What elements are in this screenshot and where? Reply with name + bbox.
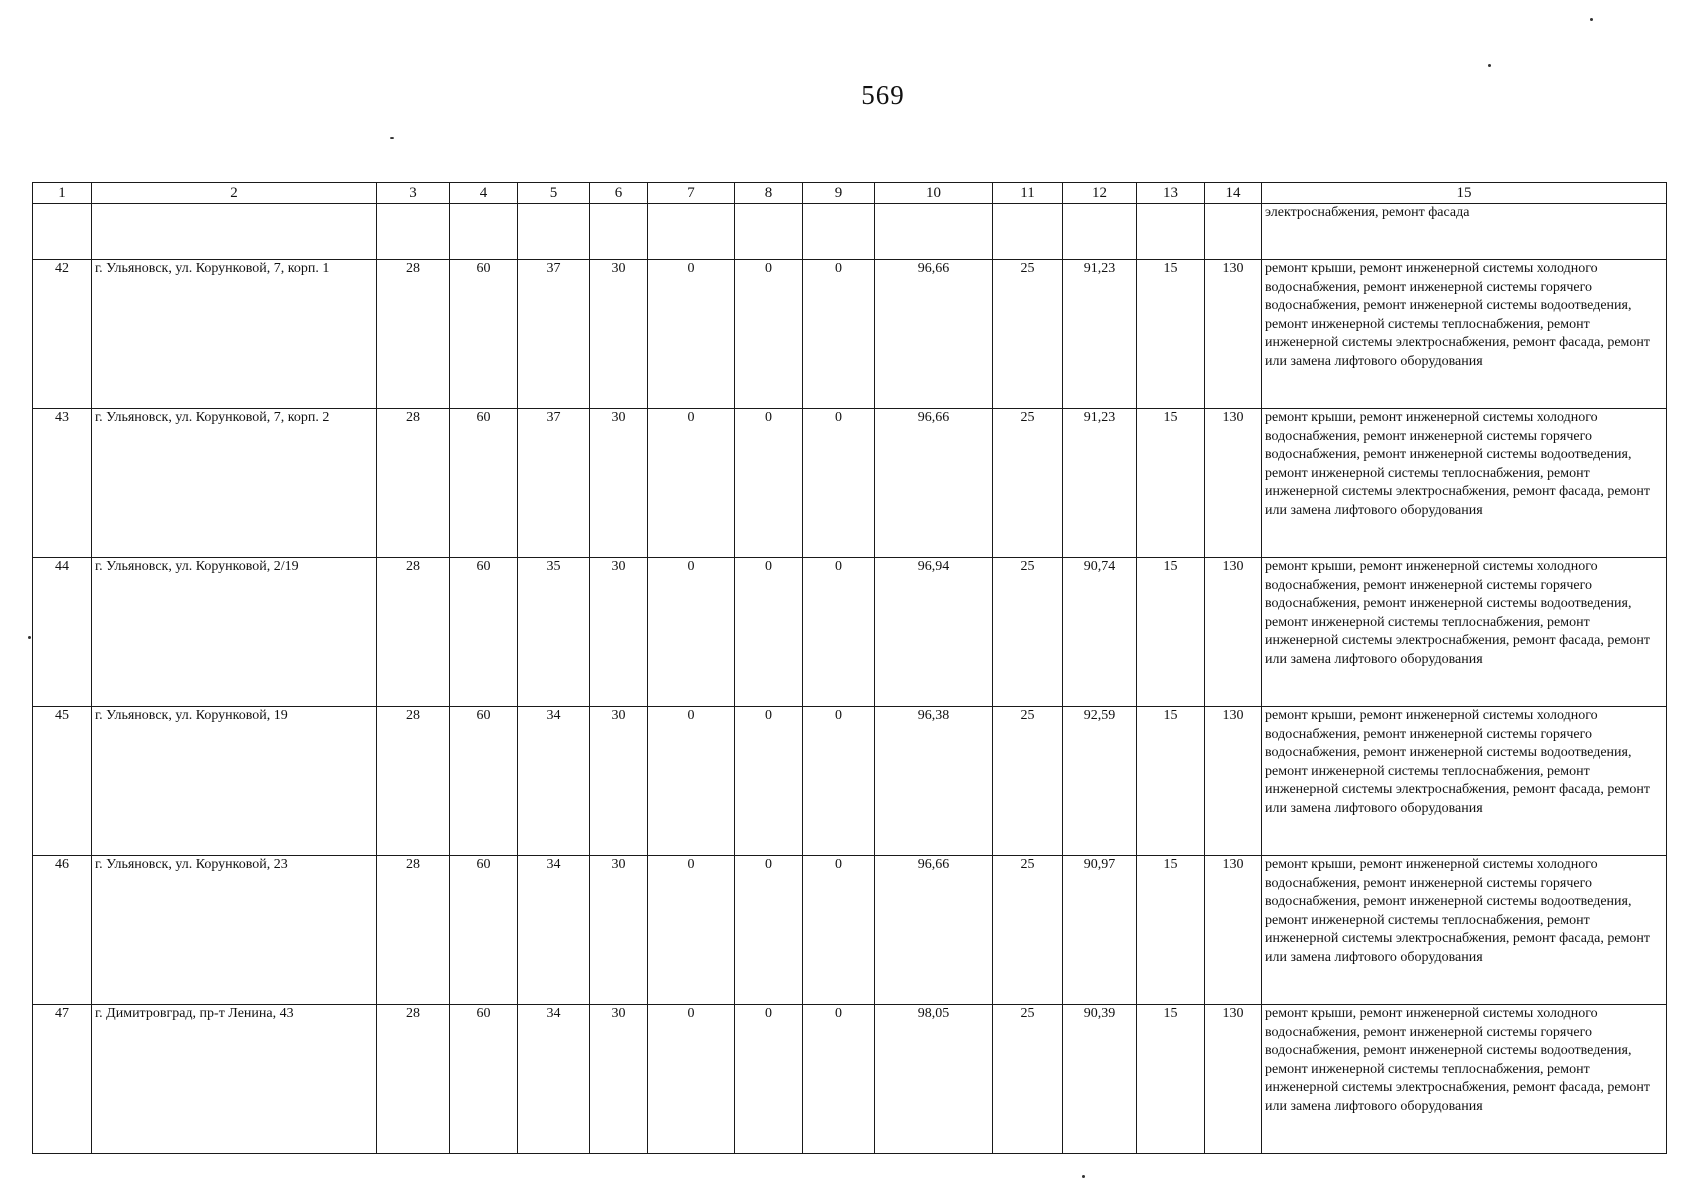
value-cell: 34 — [518, 856, 590, 1005]
value-cell: 60 — [450, 707, 518, 856]
column-header: 2 — [92, 183, 377, 204]
value-cell: 130 — [1205, 1005, 1262, 1154]
value-cell: 0 — [648, 856, 735, 1005]
value-cell: 25 — [993, 409, 1063, 558]
value-cell: 0 — [648, 260, 735, 409]
works-cell: ремонт крыши, ремонт инженерной системы холодного водоснабжения, ремонт инженерной системы горячего водоснабжения, ремонт инженерной системы водоотведения, ремонт инженерной системы теплоснабжения, ремонт инженерной системы электроснабжения, ремонт фасада, ремонт или замена лифтового оборудования — [1262, 1005, 1667, 1154]
value-cell: 28 — [377, 1005, 450, 1154]
value-cell: 15 — [1137, 260, 1205, 409]
value-cell: 35 — [518, 558, 590, 707]
value-cell: 96,66 — [875, 856, 993, 1005]
value-cell: 60 — [450, 856, 518, 1005]
value-cell: 60 — [450, 409, 518, 558]
works-cell: ремонт крыши, ремонт инженерной системы холодного водоснабжения, ремонт инженерной системы горячего водоснабжения, ремонт инженерной системы водоотведения, ремонт инженерной системы теплоснабжения, ремонт инженерной системы электроснабжения, ремонт фасада, ремонт или замена лифтового оборудования — [1262, 856, 1667, 1005]
value-cell: 98,05 — [875, 1005, 993, 1154]
value-cell: 15 — [1137, 1005, 1205, 1154]
value-cell: 28 — [377, 409, 450, 558]
column-header: 3 — [377, 183, 450, 204]
value-cell: 0 — [803, 260, 875, 409]
value-cell: 25 — [993, 1005, 1063, 1154]
column-header: 8 — [735, 183, 803, 204]
value-cell: 37 — [518, 409, 590, 558]
address-cell: г. Ульяновск, ул. Корунковой, 7, корп. 1 — [92, 260, 377, 409]
value-cell: 15 — [1137, 558, 1205, 707]
value-cell: 130 — [1205, 409, 1262, 558]
value-cell: 0 — [735, 1005, 803, 1154]
value-cell: 130 — [1205, 856, 1262, 1005]
column-header: 15 — [1262, 183, 1667, 204]
value-cell: 130 — [1205, 558, 1262, 707]
value-cell: 15 — [1137, 409, 1205, 558]
value-cell: 30 — [590, 409, 648, 558]
scan-speck — [1590, 18, 1593, 21]
value-cell: 28 — [377, 558, 450, 707]
row-number: 43 — [33, 409, 92, 558]
value-cell: 30 — [590, 856, 648, 1005]
value-cell: 25 — [993, 558, 1063, 707]
row-number: 45 — [33, 707, 92, 856]
address-cell: г. Ульяновск, ул. Корунковой, 19 — [92, 707, 377, 856]
column-number-row — [33, 183, 1667, 204]
value-cell: 96,66 — [875, 260, 993, 409]
value-cell: 0 — [803, 1005, 875, 1154]
column-header: 1 — [33, 183, 92, 204]
value-cell: 15 — [1137, 707, 1205, 856]
value-cell: 0 — [803, 558, 875, 707]
value-cell: 0 — [735, 856, 803, 1005]
value-cell: 91,23 — [1063, 409, 1137, 558]
row-number: 44 — [33, 558, 92, 707]
value-cell: 90,74 — [1063, 558, 1137, 707]
value-cell: 96,38 — [875, 707, 993, 856]
works-cell: ремонт крыши, ремонт инженерной системы холодного водоснабжения, ремонт инженерной системы горячего водоснабжения, ремонт инженерной системы водоотведения, ремонт инженерной системы теплоснабжения, ремонт инженерной системы электроснабжения, ремонт фасада, ремонт или замена лифтового оборудования — [1262, 260, 1667, 409]
value-cell: 96,94 — [875, 558, 993, 707]
address-cell: г. Ульяновск, ул. Корунковой, 7, корп. 2 — [92, 409, 377, 558]
column-header: 12 — [1063, 183, 1137, 204]
value-cell: 96,66 — [875, 409, 993, 558]
value-cell: 90,97 — [1063, 856, 1137, 1005]
column-header: 10 — [875, 183, 993, 204]
value-cell: 34 — [518, 707, 590, 856]
column-header: 4 — [450, 183, 518, 204]
value-cell: 28 — [377, 856, 450, 1005]
value-cell: 0 — [648, 707, 735, 856]
table-row — [33, 558, 1667, 707]
page-number: 569 — [861, 80, 905, 110]
table-row — [33, 1005, 1667, 1154]
value-cell: 25 — [993, 260, 1063, 409]
row-number: 46 — [33, 856, 92, 1005]
value-cell: 60 — [450, 558, 518, 707]
register-table — [32, 182, 1667, 1154]
scan-speck — [28, 636, 31, 639]
value-cell: 0 — [803, 409, 875, 558]
value-cell: 0 — [803, 707, 875, 856]
value-cell: 130 — [1205, 260, 1262, 409]
scan-speck — [390, 137, 394, 139]
address-cell: г. Ульяновск, ул. Корунковой, 23 — [92, 856, 377, 1005]
row-number: 47 — [33, 1005, 92, 1154]
value-cell: 28 — [377, 707, 450, 856]
value-cell: 0 — [735, 260, 803, 409]
value-cell: 60 — [450, 1005, 518, 1154]
value-cell: 0 — [803, 856, 875, 1005]
scan-speck — [1082, 1175, 1085, 1178]
works-cell: ремонт крыши, ремонт инженерной системы холодного водоснабжения, ремонт инженерной системы горячего водоснабжения, ремонт инженерной системы водоотведения, ремонт инженерной системы теплоснабжения, ремонт инженерной системы электроснабжения, ремонт фасада, ремонт или замена лифтового оборудования — [1262, 558, 1667, 707]
works-cell: ремонт крыши, ремонт инженерной системы холодного водоснабжения, ремонт инженерной системы горячего водоснабжения, ремонт инженерной системы водоотведения, ремонт инженерной системы теплоснабжения, ремонт инженерной системы электроснабжения, ремонт фасада, ремонт или замена лифтового оборудования — [1262, 409, 1667, 558]
column-header: 7 — [648, 183, 735, 204]
value-cell: 0 — [735, 558, 803, 707]
value-cell: 0 — [648, 409, 735, 558]
value-cell: 30 — [590, 1005, 648, 1154]
value-cell: 92,59 — [1063, 707, 1137, 856]
scan-speck — [1488, 64, 1491, 67]
table-row — [33, 707, 1667, 856]
column-header: 13 — [1137, 183, 1205, 204]
value-cell: 30 — [590, 707, 648, 856]
value-cell: 30 — [590, 260, 648, 409]
value-cell: 25 — [993, 856, 1063, 1005]
value-cell: 25 — [993, 707, 1063, 856]
value-cell: 0 — [648, 1005, 735, 1154]
works-cell: электроснабжения, ремонт фасада — [1262, 204, 1667, 260]
value-cell: 28 — [377, 260, 450, 409]
column-header: 9 — [803, 183, 875, 204]
address-cell: г. Димитровград, пр-т Ленина, 43 — [92, 1005, 377, 1154]
column-header: 5 — [518, 183, 590, 204]
address-cell: г. Ульяновск, ул. Корунковой, 2/19 — [92, 558, 377, 707]
value-cell: 0 — [648, 558, 735, 707]
value-cell: 30 — [590, 558, 648, 707]
value-cell: 37 — [518, 260, 590, 409]
table-row — [33, 260, 1667, 409]
column-header: 11 — [993, 183, 1063, 204]
works-cell: ремонт крыши, ремонт инженерной системы холодного водоснабжения, ремонт инженерной системы горячего водоснабжения, ремонт инженерной системы водоотведения, ремонт инженерной системы теплоснабжения, ремонт инженерной системы электроснабжения, ремонт фасада, ремонт или замена лифтового оборудования — [1262, 707, 1667, 856]
value-cell: 130 — [1205, 707, 1262, 856]
table-row — [33, 856, 1667, 1005]
value-cell: 90,39 — [1063, 1005, 1137, 1154]
value-cell: 0 — [735, 707, 803, 856]
value-cell: 0 — [735, 409, 803, 558]
value-cell: 60 — [450, 260, 518, 409]
value-cell: 91,23 — [1063, 260, 1137, 409]
row-number: 42 — [33, 260, 92, 409]
value-cell: 15 — [1137, 856, 1205, 1005]
continuation-row — [33, 204, 1667, 260]
value-cell: 34 — [518, 1005, 590, 1154]
table-row — [33, 409, 1667, 558]
column-header: 14 — [1205, 183, 1262, 204]
column-header: 6 — [590, 183, 648, 204]
